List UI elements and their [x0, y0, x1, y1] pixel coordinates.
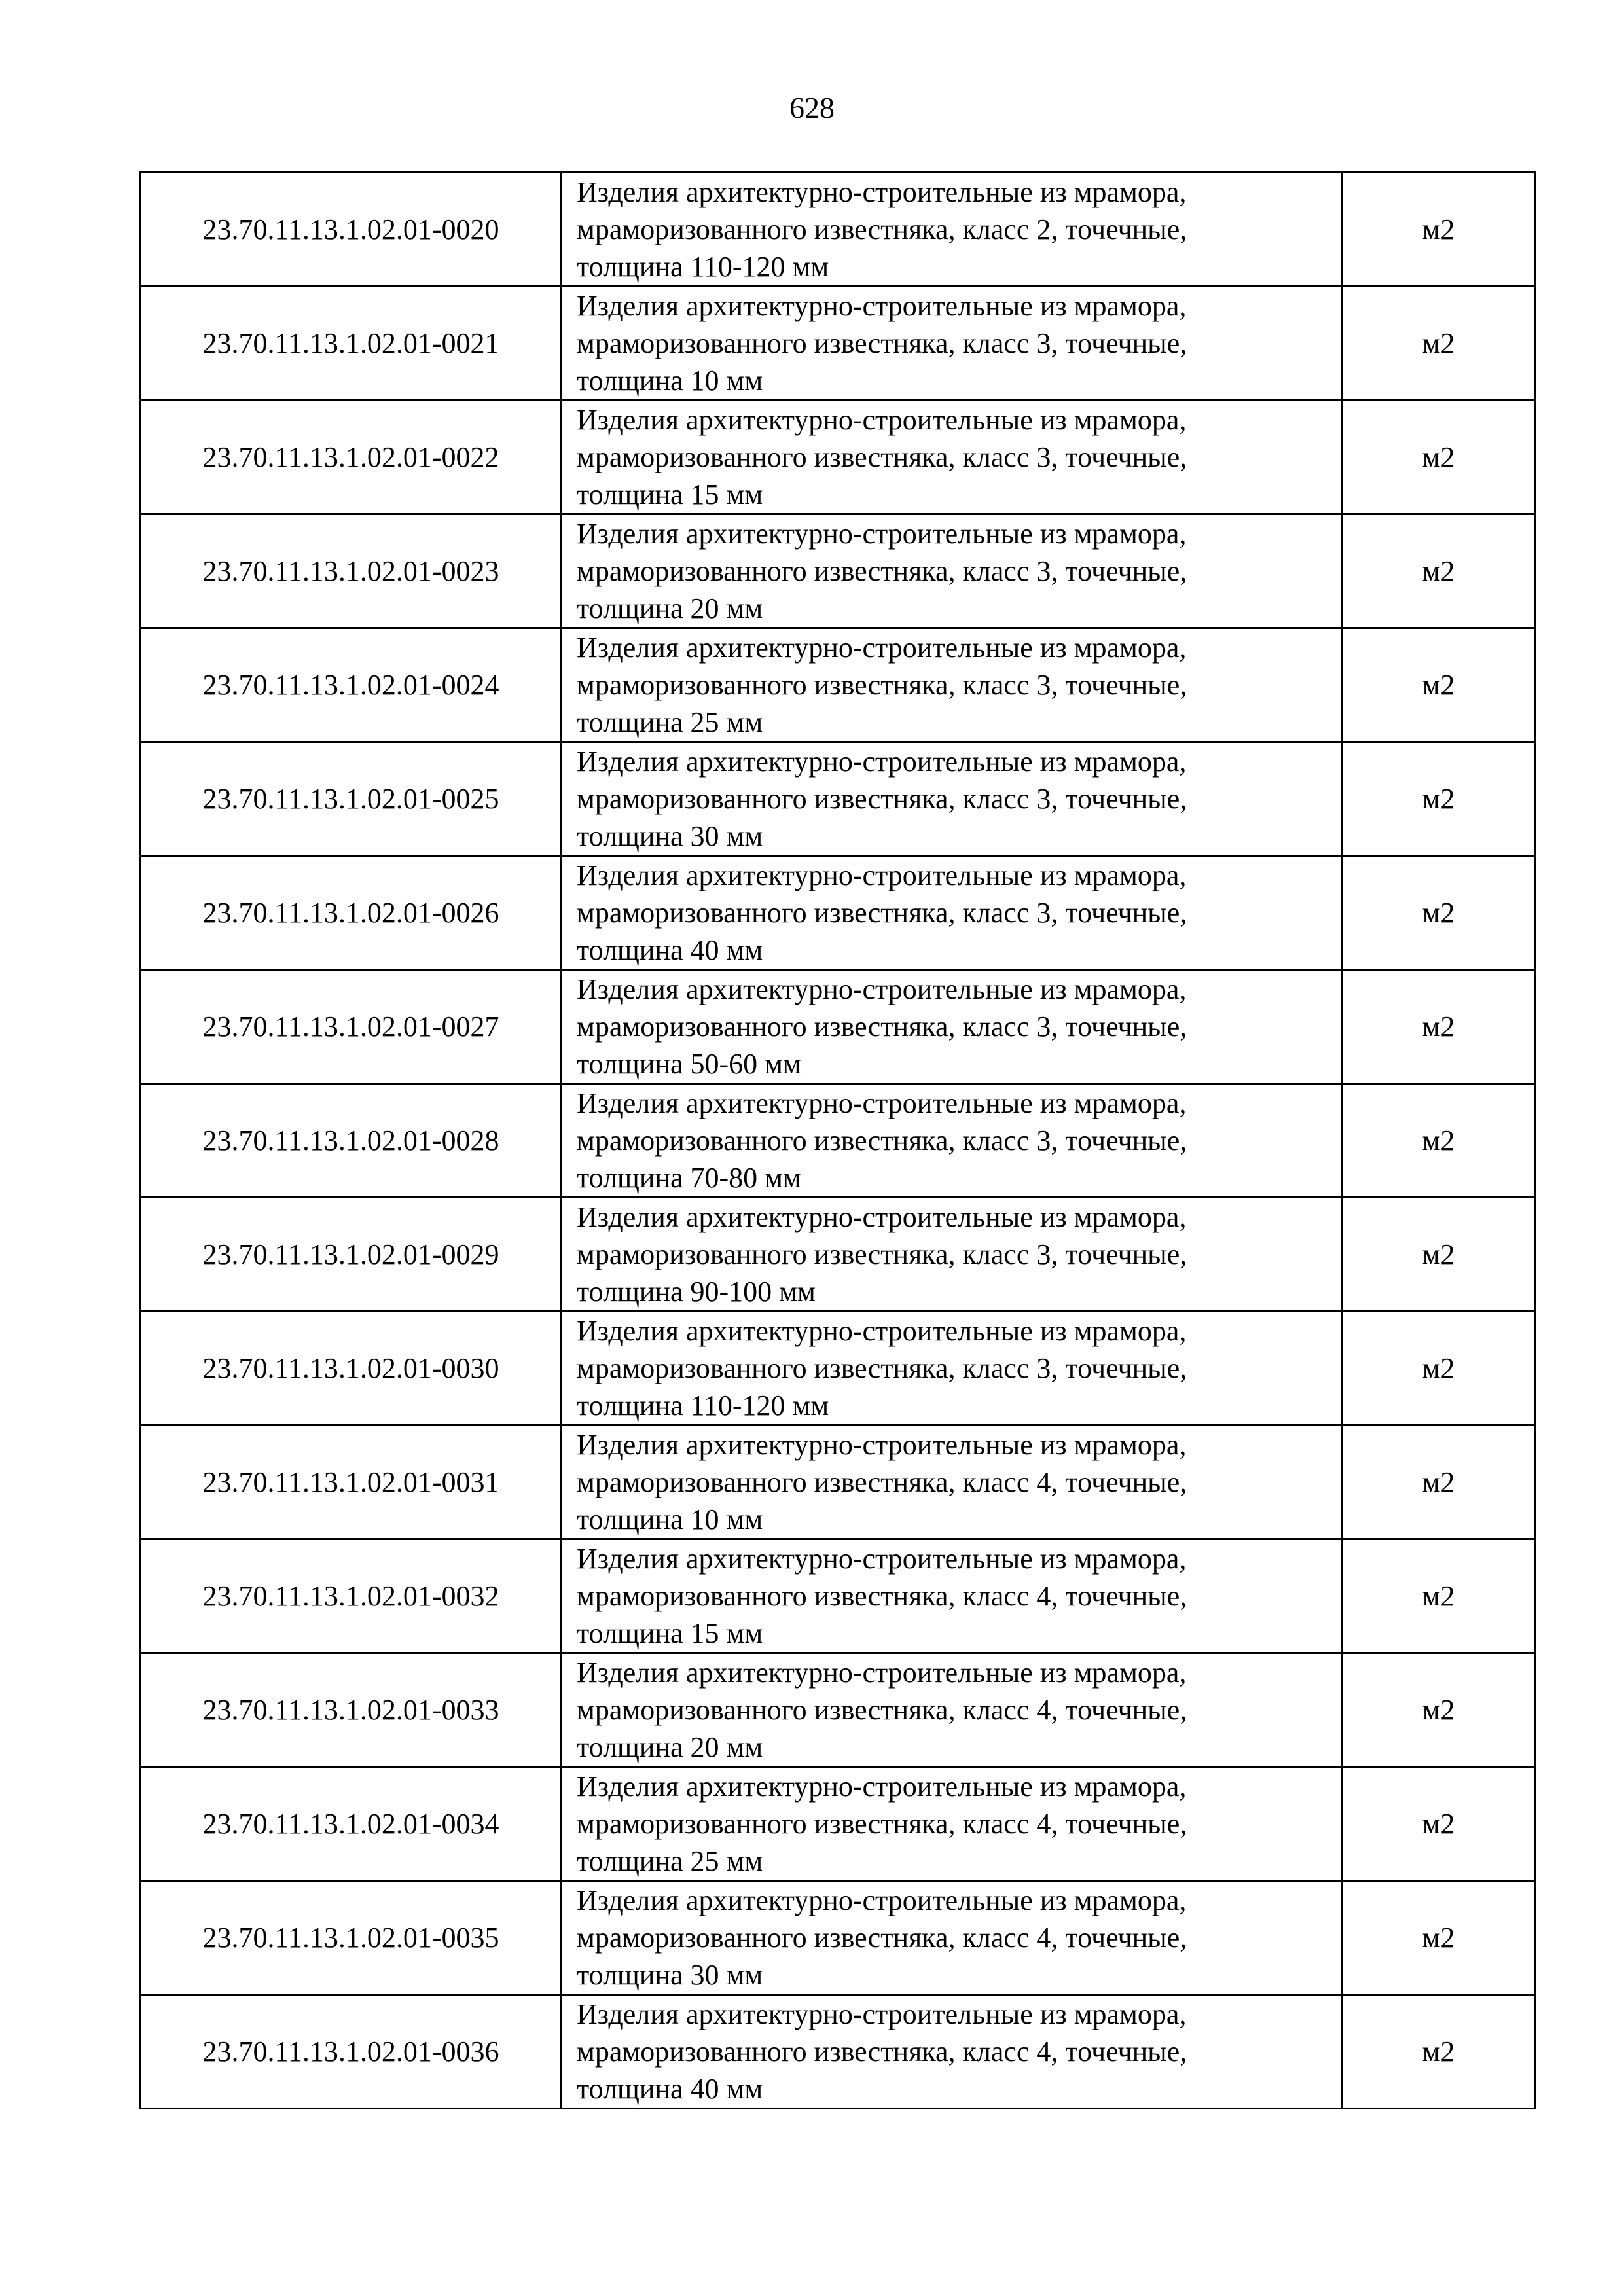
description-line: мраморизованного известняка, класс 3, точечные, [577, 1011, 1187, 1043]
description-line: Изделия архитектурно-строительные из мрамора, [577, 1543, 1187, 1575]
description-line: мраморизованного известняка, класс 3, точечные, [577, 897, 1187, 929]
resource-code-cell: 23.70.11.13.1.02.01-0023 [141, 514, 562, 628]
description-line: Изделия архитектурно-строительные из мрамора, [577, 1315, 1187, 1347]
resource-code-cell: 23.70.11.13.1.02.01-0033 [141, 1653, 562, 1767]
description-line: толщина 70-80 мм [577, 1162, 801, 1194]
unit-cell: м2 [1343, 1767, 1535, 1881]
table-row [141, 1312, 1535, 1426]
unit-cell: м2 [1343, 287, 1535, 401]
description-line: мраморизованного известняка, класс 4, точечные, [577, 1922, 1187, 1954]
description-line: Изделия архитектурно-строительные из мрамора, [577, 1998, 1187, 2030]
unit-cell: м2 [1343, 1426, 1535, 1539]
table-row [141, 401, 1535, 514]
resource-code-cell: 23.70.11.13.1.02.01-0024 [141, 628, 562, 742]
description-line: толщина 40 мм [577, 934, 763, 966]
resource-description-cell [562, 1995, 1343, 2109]
table-row [141, 628, 1535, 742]
description-line: толщина 50-60 мм [577, 1048, 801, 1080]
table-row [141, 1995, 1535, 2109]
description-line: толщина 15 мм [577, 478, 763, 511]
description-line: Изделия архитектурно-строительные из мрамора, [577, 1884, 1187, 1916]
table-row [141, 1653, 1535, 1767]
unit-cell: м2 [1343, 970, 1535, 1084]
table-row [141, 287, 1535, 401]
description-line: мраморизованного известняка, класс 4, точечные, [577, 1808, 1187, 1840]
resource-code-cell: 23.70.11.13.1.02.01-0029 [141, 1198, 562, 1312]
description-line: Изделия архитектурно-строительные из мрамора, [577, 290, 1187, 322]
description-line: Изделия архитектурно-строительные из мрамора, [577, 404, 1187, 436]
unit-cell: м2 [1343, 1881, 1535, 1995]
page-number: 628 [789, 91, 835, 124]
description-line: толщина 25 мм [577, 706, 763, 738]
description-line: толщина 15 мм [577, 1617, 763, 1649]
description-line: мраморизованного известняка, класс 3, точечные, [577, 1238, 1187, 1270]
resource-code-cell: 23.70.11.13.1.02.01-0022 [141, 401, 562, 514]
resource-description-cell [562, 1881, 1343, 1995]
description-line: толщина 110-120 мм [577, 1390, 829, 1422]
description-line: мраморизованного известняка, класс 4, точечные, [577, 1580, 1187, 1612]
table-row [141, 514, 1535, 628]
resource-description-cell [562, 1539, 1343, 1653]
unit-cell: м2 [1343, 628, 1535, 742]
table-row [141, 856, 1535, 970]
unit-cell: м2 [1343, 1539, 1535, 1653]
table-row [141, 1881, 1535, 1995]
resource-code-cell: 23.70.11.13.1.02.01-0030 [141, 1312, 562, 1426]
description-line: мраморизованного известняка, класс 3, точечные, [577, 1124, 1187, 1157]
resource-code-cell: 23.70.11.13.1.02.01-0021 [141, 287, 562, 401]
resource-description-cell [562, 1084, 1343, 1198]
description-line: Изделия архитектурно-строительные из мрамора, [577, 1657, 1187, 1689]
description-line: Изделия архитектурно-строительные из мрамора, [577, 518, 1187, 550]
resource-code-cell: 23.70.11.13.1.02.01-0026 [141, 856, 562, 970]
unit-cell: м2 [1343, 173, 1535, 287]
resource-description-cell [562, 514, 1343, 628]
resource-description-cell [562, 1198, 1343, 1312]
unit-cell: м2 [1343, 1653, 1535, 1767]
table-row [141, 1084, 1535, 1198]
description-line: Изделия архитектурно-строительные из мрамора, [577, 859, 1187, 891]
description-line: Изделия архитектурно-строительные из мрамора, [577, 176, 1187, 208]
description-line: толщина 20 мм [577, 1731, 763, 1763]
unit-cell: м2 [1343, 1995, 1535, 2109]
description-line: мраморизованного известняка, класс 3, точечные, [577, 783, 1187, 815]
table-row [141, 970, 1535, 1084]
description-line: толщина 10 мм [577, 365, 763, 397]
description-line: Изделия архитектурно-строительные из мрамора, [577, 1201, 1187, 1233]
description-line: мраморизованного известняка, класс 3, точечные, [577, 669, 1187, 701]
resource-description-cell [562, 1426, 1343, 1539]
description-line: мраморизованного известняка, класс 3, точечные, [577, 441, 1187, 473]
resource-code-cell: 23.70.11.13.1.02.01-0034 [141, 1767, 562, 1881]
resource-code-cell: 23.70.11.13.1.02.01-0032 [141, 1539, 562, 1653]
description-line: толщина 20 мм [577, 592, 763, 624]
resource-description-cell [562, 1653, 1343, 1767]
description-line: мраморизованного известняка, класс 4, точечные, [577, 1466, 1187, 1498]
description-line: толщина 10 мм [577, 1503, 763, 1535]
description-line: мраморизованного известняка, класс 4, точечные, [577, 2036, 1187, 2068]
resource-description-cell [562, 970, 1343, 1084]
description-line: мраморизованного известняка, класс 3, точечные, [577, 555, 1187, 587]
resource-description-cell [562, 628, 1343, 742]
description-line: мраморизованного известняка, класс 2, точечные, [577, 213, 1187, 245]
resource-description-cell [562, 173, 1343, 287]
resource-description-cell [562, 1312, 1343, 1426]
resource-code-cell: 23.70.11.13.1.02.01-0025 [141, 742, 562, 856]
table-row [141, 1198, 1535, 1312]
description-line: Изделия архитектурно-строительные из мрамора, [577, 1770, 1187, 1803]
description-line: толщина 110-120 мм [577, 251, 829, 283]
description-line: толщина 90-100 мм [577, 1276, 816, 1308]
table-row [141, 1539, 1535, 1653]
resource-description-cell [562, 856, 1343, 970]
unit-cell: м2 [1343, 401, 1535, 514]
description-line: Изделия архитектурно-строительные из мрамора, [577, 1429, 1187, 1461]
resource-code-cell: 23.70.11.13.1.02.01-0020 [141, 173, 562, 287]
table-row [141, 742, 1535, 856]
unit-cell: м2 [1343, 1312, 1535, 1426]
unit-cell: м2 [1343, 856, 1535, 970]
table-row [141, 1767, 1535, 1881]
description-line: мраморизованного известняка, класс 3, точечные, [577, 1352, 1187, 1384]
description-line: Изделия архитектурно-строительные из мрамора, [577, 1087, 1187, 1119]
resource-code-cell: 23.70.11.13.1.02.01-0028 [141, 1084, 562, 1198]
unit-cell: м2 [1343, 1198, 1535, 1312]
description-line: толщина 30 мм [577, 1959, 763, 1991]
resource-description-cell [562, 287, 1343, 401]
table-row [141, 173, 1535, 287]
resource-code-cell: 23.70.11.13.1.02.01-0027 [141, 970, 562, 1084]
table-body [141, 173, 1535, 2109]
resource-table [139, 171, 1536, 2109]
resource-description-cell [562, 1767, 1343, 1881]
unit-cell: м2 [1343, 1084, 1535, 1198]
resource-code-cell: 23.70.11.13.1.02.01-0035 [141, 1881, 562, 1995]
description-line: толщина 25 мм [577, 1845, 763, 1877]
description-line: толщина 30 мм [577, 820, 763, 852]
description-line: мраморизованного известняка, класс 3, точечные, [577, 327, 1187, 359]
description-line: Изделия архитектурно-строительные из мрамора, [577, 632, 1187, 664]
unit-cell: м2 [1343, 742, 1535, 856]
description-line: Изделия архитектурно-строительные из мрамора, [577, 745, 1187, 778]
description-line: Изделия архитектурно-строительные из мрамора, [577, 973, 1187, 1005]
description-line: мраморизованного известняка, класс 4, точечные, [577, 1694, 1187, 1726]
table-row [141, 1426, 1535, 1539]
resource-code-cell: 23.70.11.13.1.02.01-0036 [141, 1995, 562, 2109]
resource-description-cell [562, 401, 1343, 514]
resource-description-cell [562, 742, 1343, 856]
resource-code-cell: 23.70.11.13.1.02.01-0031 [141, 1426, 562, 1539]
description-line: толщина 40 мм [577, 2073, 763, 2105]
unit-cell: м2 [1343, 514, 1535, 628]
